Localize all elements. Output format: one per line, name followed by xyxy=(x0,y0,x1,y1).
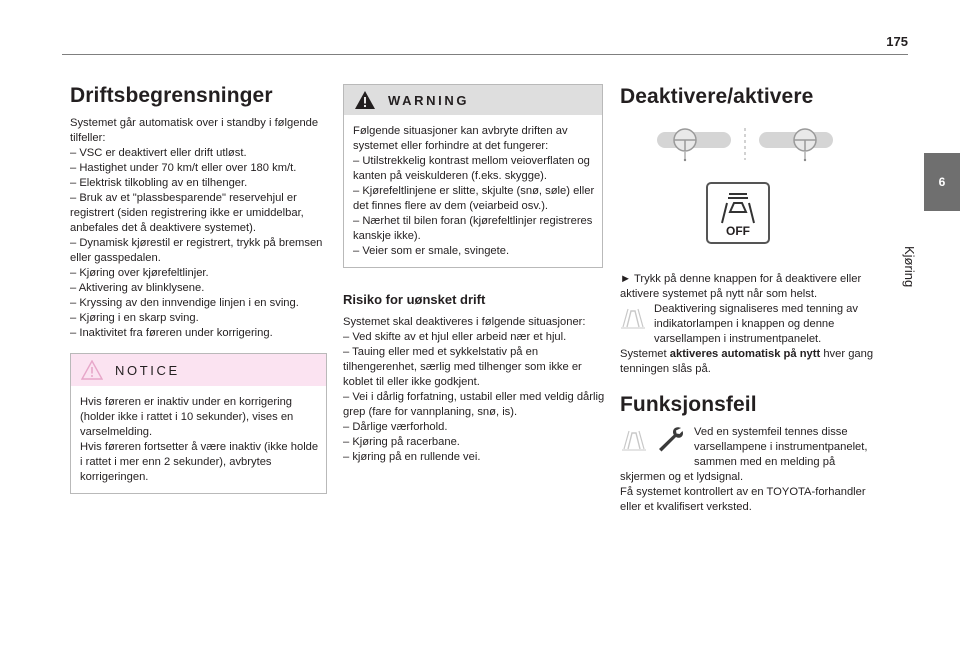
list-item: – Inaktivitet fra føreren under korrigering. xyxy=(70,327,273,339)
auto-text-bold: aktiveres automatisk på nytt xyxy=(669,348,821,360)
lane-departure-icon xyxy=(708,187,768,227)
chapter-number: 6 xyxy=(938,175,946,189)
operating-limits-intro: Systemet går automatisk over i standby i følgende tilfeller: xyxy=(70,117,319,144)
list-item: – Bruk av et "plassbesparende" reservehjul er registrert (siden registrering ikke er umiddelbar, anbefales det å deaktivere systemet). xyxy=(70,192,304,234)
caution-triangle-icon xyxy=(81,360,103,380)
warning-intro: Følgende situasjoner kan avbryte driften av systemet eller forhindre at det fungerer: xyxy=(353,125,568,152)
separator-dashes xyxy=(743,126,747,162)
list-item: – Kjøring over kjørefeltlinjer. xyxy=(70,267,209,279)
unwanted-operation-intro: Systemet skal deaktiveres i følgende situasjoner: xyxy=(343,316,586,328)
top-divider xyxy=(62,54,908,55)
notice-line: Hvis føreren fortsetter å være inaktiv (ikke holde i rattet i mer enn 2 sekunder), avbrytes korrigeringen. xyxy=(80,441,319,483)
warning-header xyxy=(344,85,602,115)
notice-header xyxy=(71,354,326,386)
fault-text: Ved en systemfeil tennes disse varsellampene i instrumentpanelet, sammen med en melding på skjermen og et lydsignal. xyxy=(620,426,868,483)
list-item: – Ved skifte av et hjul eller arbeid nær et hjul. xyxy=(343,331,567,343)
heading-operating-limits: Driftsbegrensninger xyxy=(70,84,273,107)
list-item: – Hastighet under 70 km/t eller over 180 km/t. xyxy=(70,162,297,174)
heading-malfunction: Funksjonsfeil xyxy=(620,393,757,416)
heading-deactivate-activate: Deaktivere/aktivere xyxy=(620,85,814,108)
list-item: – Dårlige værforhold. xyxy=(343,421,448,433)
signal-paragraph xyxy=(620,302,882,347)
auto-reactivation-text xyxy=(620,347,882,377)
list-item: – Aktivering av blinklysene. xyxy=(70,282,205,294)
notice-line: Hvis føreren er inaktiv under en korrigering (holder ikke i rattet i 10 sekunder), vises en varselmelding. xyxy=(80,396,294,438)
malfunction-text xyxy=(620,425,882,515)
column-operating-limits xyxy=(70,84,332,494)
steering-wheel-left-icon xyxy=(655,126,733,162)
fault-service-text: Få systemet kontrollert av en TOYOTA-forhandler eller et kvalifisert verksted. xyxy=(620,486,866,513)
list-item: – Veier som er smale, svingete. xyxy=(353,245,510,257)
page-number: 175 xyxy=(886,34,908,49)
list-item: – Dynamisk kjørestil er registrert, trykk på bremsen eller gasspedalen. xyxy=(70,237,323,264)
notice-box xyxy=(70,353,327,494)
steering-wheel-illustration xyxy=(620,126,870,162)
activation-text xyxy=(620,272,882,377)
auto-text-start: Systemet xyxy=(620,348,670,360)
list-item: – Kryssing av den innvendige linjen i en sving. xyxy=(70,297,299,309)
chapter-title: Kjøring xyxy=(902,246,917,288)
signal-text: Deaktivering signaliseres med tenning av indikatorlampen i knappen og denne varsellampen i instrumentpanelet. xyxy=(654,303,858,345)
list-item: – kjøring på en rullende vei. xyxy=(343,451,481,463)
auto-text-end: hver gang tenningen slås på. xyxy=(620,348,874,375)
list-item: – Kjøring på racerbane. xyxy=(343,436,460,448)
off-label: OFF xyxy=(726,224,750,238)
lane-assist-off-button[interactable] xyxy=(706,182,770,244)
operating-limits-text xyxy=(70,116,332,341)
warning-triangle-icon xyxy=(354,90,376,110)
notice-body xyxy=(71,386,326,493)
warning-body xyxy=(344,115,602,267)
column-activation xyxy=(620,84,882,515)
list-item: – Nærhet til bilen foran (kjørefeltlinjer registreres kanskje ikke). xyxy=(353,215,593,242)
lane-warning-lamp-icon xyxy=(620,427,648,456)
press-instruction: ► Trykk på denne knappen for å deaktivere eller aktivere systemet på nytt når som helst. xyxy=(620,273,862,300)
list-item: – Kjørefeltlinjene er slitte, skjulte (snø, søle) eller det finnes flere av dem (veiarbeid osv.). xyxy=(353,185,595,212)
notice-title: NOTICE xyxy=(115,362,180,378)
list-item: – Vei i dårlig forfatning, ustabil eller med veldig dårlig grep (fare for vannplaning, snø, is). xyxy=(343,391,605,418)
list-item: – VSC er deaktivert eller drift utløst. xyxy=(70,147,247,159)
wrench-icon xyxy=(656,425,684,458)
list-item: – Elektrisk tilkobling av en tilhenger. xyxy=(70,177,248,189)
list-item: – Kjøring i en skarp sving. xyxy=(70,312,199,324)
lane-warning-lamp-icon xyxy=(620,305,646,334)
list-item: – Utilstrekkelig kontrast mellom veioverflaten og kanten på veiskulderen (f.eks. skygge). xyxy=(353,155,590,182)
steering-wheel-right-icon xyxy=(757,126,835,162)
heading-unwanted-operation: Risiko for uønsket drift xyxy=(343,292,486,307)
chapter-tab[interactable] xyxy=(924,153,960,211)
warning-box xyxy=(343,84,603,268)
warning-title: WARNING xyxy=(388,92,470,108)
unwanted-operation-text xyxy=(343,315,605,465)
column-warning-risk xyxy=(343,84,605,465)
fault-paragraph xyxy=(620,425,882,485)
list-item: – Tauing eller med et sykkelstativ på en tilhengerenhet, særlig med tilhenger som ikke er koblet til eller ikke godkjent. xyxy=(343,346,582,388)
